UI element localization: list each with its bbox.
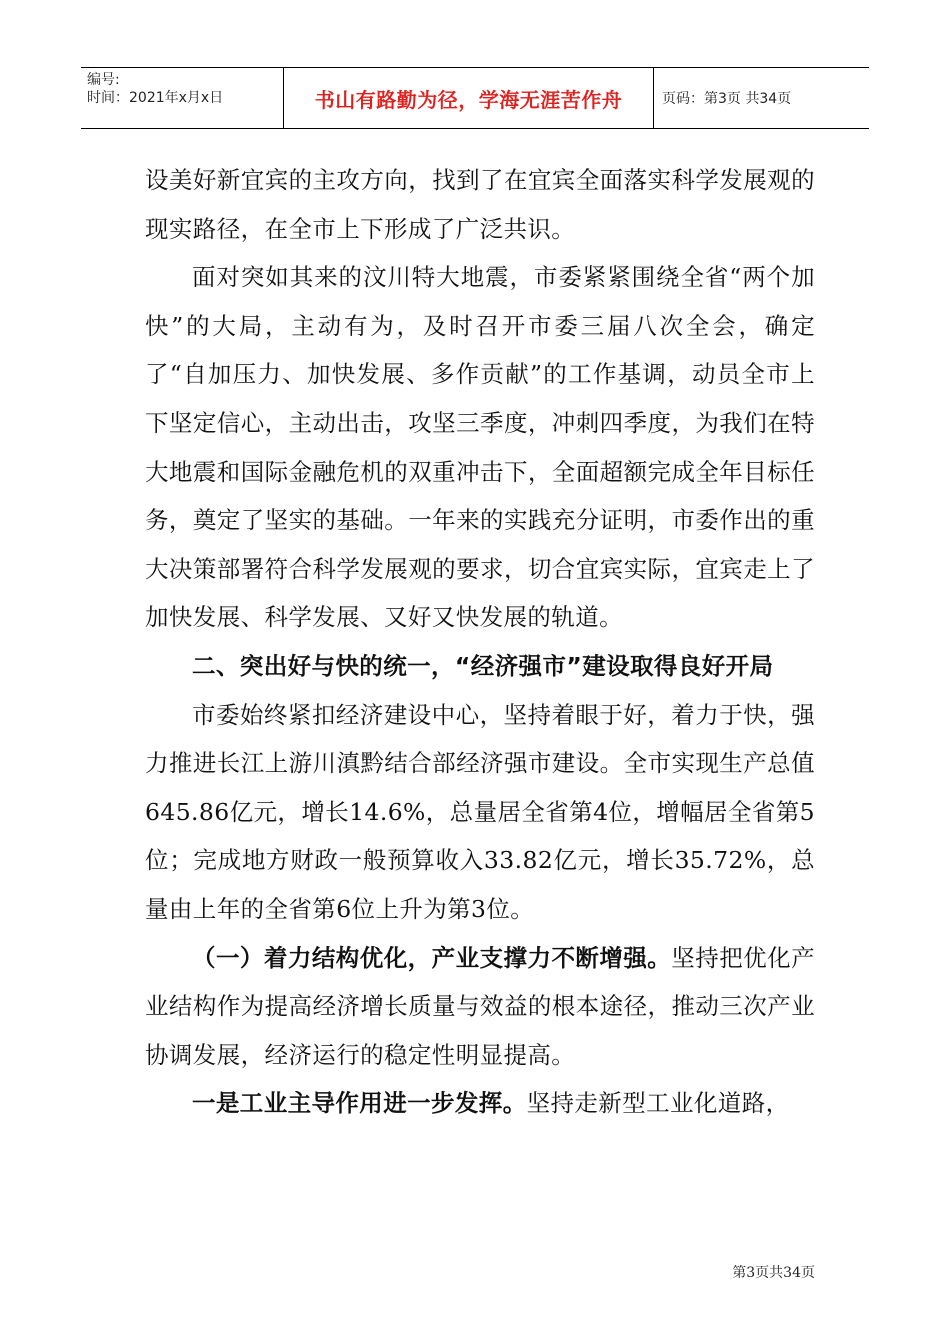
paragraph: 设美好新宜宾的主攻方向，找到了在宜宾全面落实科学发展观的现实路径，在全市上下形成了广泛共识。 [145,166,815,243]
page-info: 页码：第3页 共34页 [662,91,792,107]
number-label: 编号: [87,72,120,88]
motto: 书山有路勤为径，学海无涯苦作舟 [284,68,654,128]
header-meta-cell [81,68,284,128]
header-table [81,67,869,129]
paragraph-lead: （一）着力结构优化，产业支撑力不断增强。 [192,943,672,972]
paragraph: 面对突如其来的汶川特大地震，市委紧紧围绕全省“两个加快”的大局，主动有为，及时召开市委三届八次全会，确定了“自加压力、加快发展、多作贡献”的工作基调，动员全市上下坚定信心，主动出击，攻坚三季度，冲刺四季度，为我们在特大地震和国际金融危机的双重冲击下，全面超额完成全年目标任务，奠定了坚实的基础。一年来的实践充分证明，市委作出的重大决策部署符合科学发展观的要求，切合宜宾实际，宜宾走上了加快发展、科学发展、又好又快发展的轨道。 [145,263,815,632]
page-footer: 第3页共34页 [732,1265,815,1281]
paragraph: （一）着力结构优化，产业支撑力不断增强。坚持把优化产业结构作为提高经济增长质量与效益的根本途径，推动三次产业协调发展，经济运行的稳定性明显提高。 [145,943,816,1069]
paragraph: 市委始终紧扣经济建设中心，坚持着眼于好，着力于快，强力推进长江上游川滇黔结合部经济强市建设。全市实现生产总值645.86亿元，增长14.6%，总量居全省第4位，增幅居全省第5位；完成地方财政一般预算收入33.82亿元，增长35.72%，总量由上年的全省第6位上升为第3位。 [145,700,815,923]
paragraph: 一是工业主导作用进一步发挥。坚持走新型工业化道路， [192,1089,790,1118]
paragraph-lead: 一是工业主导作用进一步发挥。 [192,1089,527,1118]
document-body [145,156,815,1128]
section-heading: 二、突出好与快的统一，“经济强市”建设取得良好开局 [192,651,774,680]
time-label: 时间：2021年x月x日 [87,90,224,106]
